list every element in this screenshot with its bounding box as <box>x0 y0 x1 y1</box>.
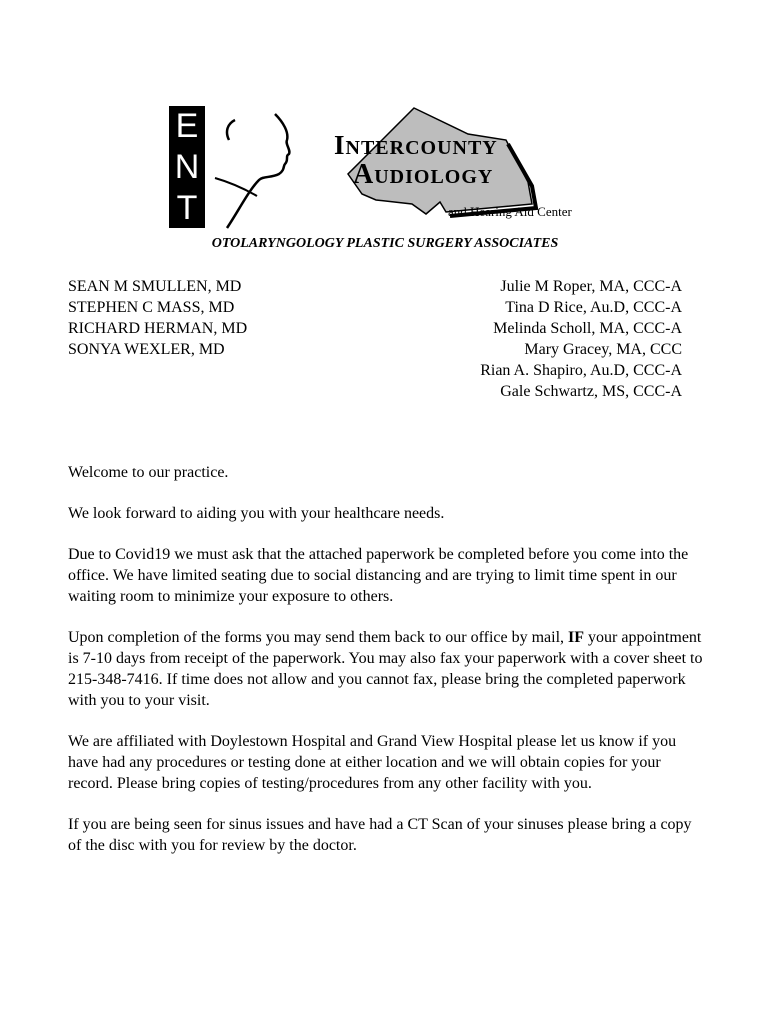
logo-intercounty <box>334 130 498 161</box>
doctors-list <box>68 276 247 360</box>
logo-line1-cap: I <box>334 130 346 160</box>
audiologists-list <box>480 276 682 402</box>
logo-line2-cap: A <box>353 159 375 190</box>
doctor-name: SONYA WEXLER, MD <box>68 341 225 358</box>
logo-audiology <box>353 159 493 191</box>
forms-text-start: Upon completion of the forms you may send them back to our office by mail, <box>68 629 569 646</box>
ent-letter-n: N <box>174 147 200 186</box>
audiologist-name: Gale Schwartz, MS, CCC-A <box>500 383 682 400</box>
logo-line1-rest: NTERCOUNTY <box>345 137 498 159</box>
logo-line2-rest: UDIOLOGY <box>374 166 494 188</box>
welcome-paragraph: Welcome to our practice. <box>68 464 229 481</box>
audiologist-name: Julie M Roper, MA, CCC-A <box>500 278 682 295</box>
doctor-name: STEPHEN C MASS, MD <box>68 299 235 316</box>
letterhead <box>0 0 770 260</box>
letter-body <box>68 462 708 876</box>
forms-paragraph <box>68 627 708 711</box>
audiologist-name: Tina D Rice, Au.D, CCC-A <box>505 299 682 316</box>
covid-paragraph: Due to Covid19 we must ask that the attached paperwork be completed before you come into the office. We have limited seating due to social distancing and are trying to limit time spent in our waiting room to minimize your exposure to others. <box>68 546 689 605</box>
audiologist-name: Rian A. Shapiro, Au.D, CCC-A <box>480 362 682 379</box>
doctor-name: SEAN M SMULLEN, MD <box>68 278 242 295</box>
healthcare-paragraph: We look forward to aiding you with your healthcare needs. <box>68 505 445 522</box>
ent-letter-e: E <box>175 107 199 146</box>
sinus-paragraph: If you are being seen for sinus issues and have had a CT Scan of your sinuses please bring a copy of the disc with you for review by the doctor. <box>68 816 692 854</box>
ent-logo <box>169 106 205 228</box>
audiologist-name: Mary Gracey, MA, CCC <box>524 341 682 358</box>
forms-text-if: IF <box>568 629 585 646</box>
logo-tagline: and Hearing Aid Center <box>448 204 572 219</box>
practice-name: OTOLARYNGOLOGY PLASTIC SURGERY ASSOCIATES <box>211 236 559 251</box>
audiologist-name: Melinda Scholl, MA, CCC-A <box>493 320 682 337</box>
hospital-paragraph: We are affiliated with Doylestown Hospital and Grand View Hospital please let us know if you have had any procedures or testing done at either location and we will obtain copies for your record. Please bring copies of testing/procedures from any other facility with you. <box>68 733 677 792</box>
doctor-name: RICHARD HERMAN, MD <box>68 320 248 337</box>
forms-text-end: your appointment is 7-10 days from receipt of the paperwork. You may also fax your paperwork with a cover sheet to 215-348-7416. If time does not allow and you cannot fax, please bring the completed paperwork with you to your visit. <box>68 629 703 709</box>
ent-letter-t: T <box>176 188 198 227</box>
face-profile-icon <box>205 106 295 232</box>
